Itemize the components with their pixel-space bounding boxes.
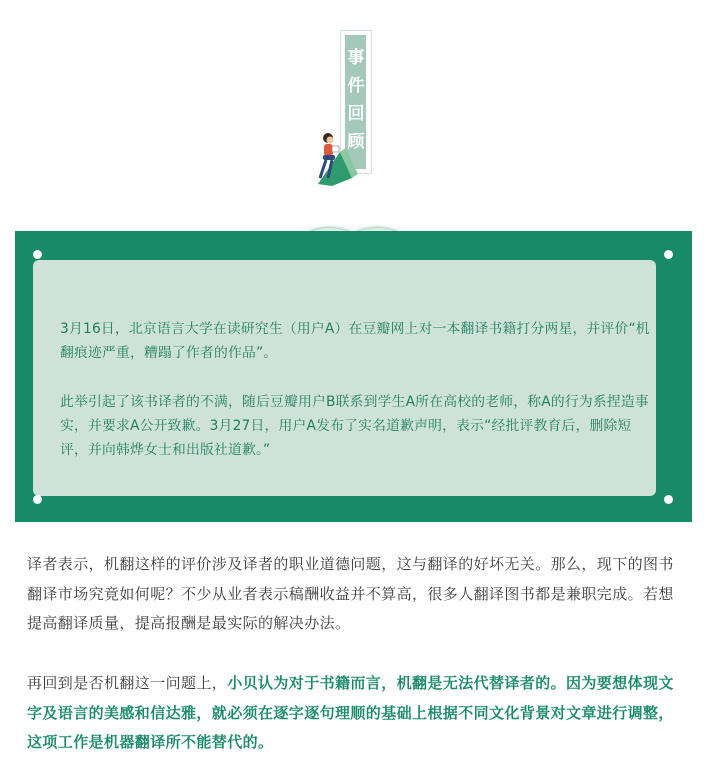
section-title-char: 回 [347, 104, 365, 124]
card-paragraph: 此举引起了该书译者的不满，随后豆瓣用户B联系到学生A所在高校的老师，称A的行为系捏造事实，并要求A公开致歉。3月27日，用户A发布了实名道歉声明，表示“经批评教育后，删除短评，并向韩烨女士和出版社道歉。” [60, 394, 649, 458]
corner-dot [664, 495, 673, 504]
body-paragraph: 译者表示，机翻这样的评价涉及译者的职业道德问题，这与翻译的好坏无关。那么，现下的图书翻译市场究竟如何呢？不少从业者表示稿酬收益并不算高，很多人翻译图书都是兼职完成。若想提高翻译质量，提高报酬是最实际的解决办法。 [27, 555, 674, 632]
section-title-char: 顾 [347, 132, 365, 152]
body-paragraph [27, 669, 685, 758]
section-title-char: 事 [347, 48, 365, 68]
section-title-char: 件 [347, 76, 365, 96]
card-paragraph: 3月16日，北京语言大学在读研究生（用户A）在豆瓣网上对一本翻译书籍打分两星，并评价“机翻痕迹严重，糟蹋了作者的作品”。 [60, 321, 650, 361]
body-paragraph-text: 再回到是否机翻这一问题上， [27, 674, 228, 692]
corner-dot [33, 495, 42, 504]
highlighted-conclusion: 小贝认为对于书籍而言，机翻是无法代替译者的。因为要想体现文字及语言的美感和信达雅，就必须在逐字逐句理顺的基础上根据不同文化背景对文章进行调整，这项工作是机器翻译所不能替代的。 [27, 674, 674, 751]
corner-dot [664, 250, 673, 259]
corner-dot [33, 250, 42, 259]
person-reading-illustration [308, 130, 360, 186]
